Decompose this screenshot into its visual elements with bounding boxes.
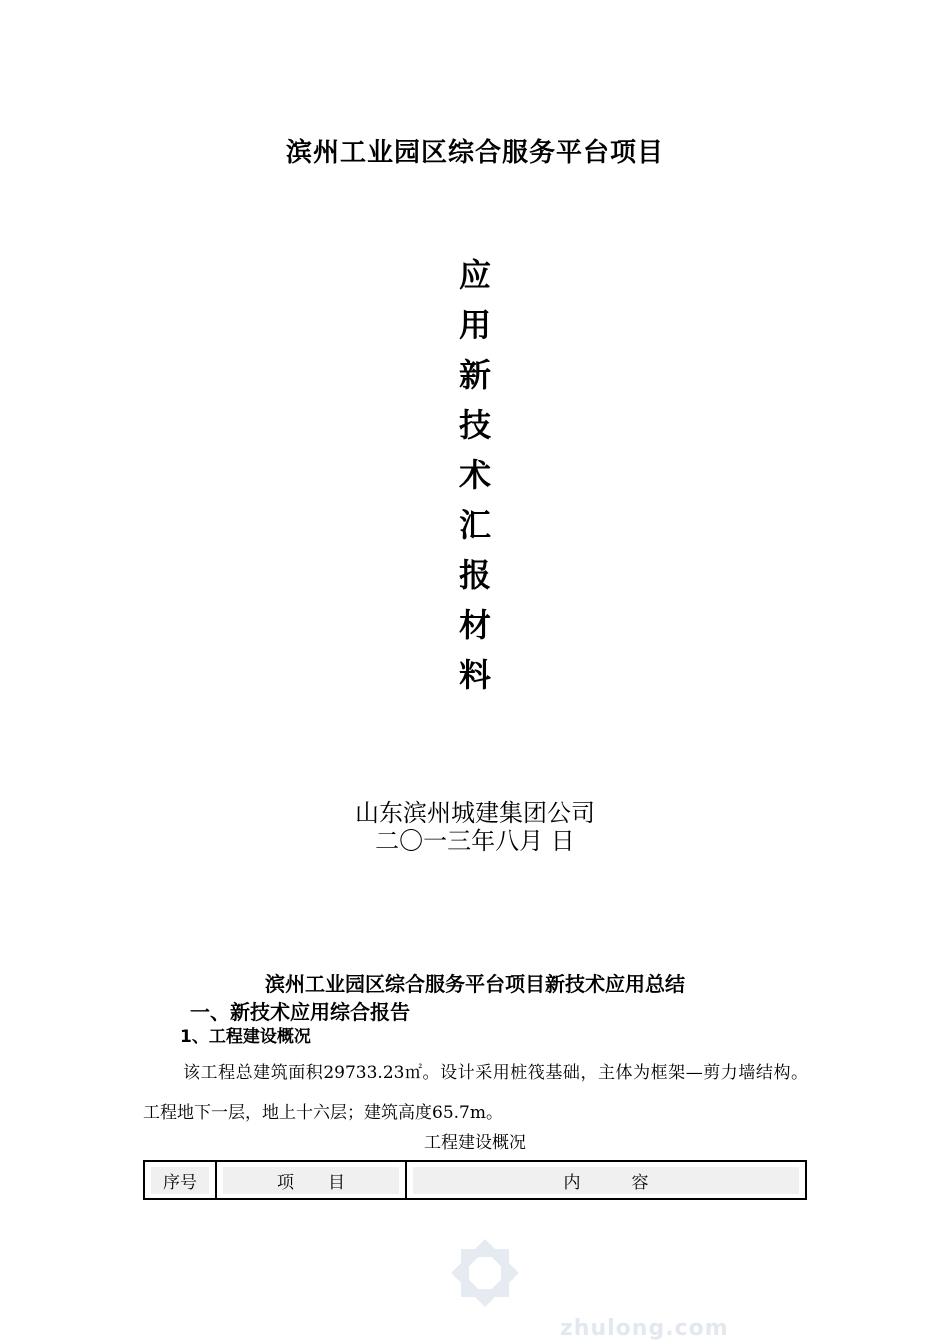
vertical-title-char: 技 xyxy=(458,406,491,444)
table-header-cell xyxy=(144,1161,216,1199)
project-title: 滨州工业园区综合服务平台项目 xyxy=(285,138,664,168)
vertical-title-char: 报 xyxy=(458,556,491,594)
vertical-title-char: 料 xyxy=(458,656,491,694)
table-caption: 工程建设概况 xyxy=(424,1133,526,1153)
vertical-title-char: 新 xyxy=(458,356,491,394)
subsection-heading: 1、工程建设概况 xyxy=(180,1027,311,1047)
header-content: 内 容 xyxy=(413,1167,799,1194)
vertical-title-char: 术 xyxy=(458,456,491,494)
section-heading: 一、新技术应用综合报告 xyxy=(190,1000,410,1024)
table-header-cell xyxy=(216,1161,406,1199)
vertical-title-char: 用 xyxy=(458,306,491,344)
table-header-row xyxy=(144,1161,806,1199)
header-serial: 序号 xyxy=(151,1167,209,1194)
table-header-cell xyxy=(406,1161,806,1199)
vertical-report-title xyxy=(455,253,495,703)
vertical-title-char: 汇 xyxy=(458,506,491,544)
header-item: 项 目 xyxy=(223,1167,399,1194)
watermark-text: zhulong.com xyxy=(560,1316,729,1341)
summary-title: 滨州工业园区综合服务平台项目新技术应用总结 xyxy=(265,972,685,996)
vertical-title-char: 材 xyxy=(458,606,491,644)
watermark-logo xyxy=(440,1228,530,1318)
vertical-title-char: 应 xyxy=(458,256,491,294)
overview-table xyxy=(143,1160,807,1200)
overview-paragraph: 该工程总建筑面积29733.23㎡。设计采用桩筏基础，主体为框架—剪力墙结构。工程地下一层，地上十六层；建筑高度65.7m。 xyxy=(143,1063,808,1123)
report-date: 二〇一三年八月 日 xyxy=(375,827,575,855)
company-name: 山东滨州城建集团公司 xyxy=(355,799,595,827)
